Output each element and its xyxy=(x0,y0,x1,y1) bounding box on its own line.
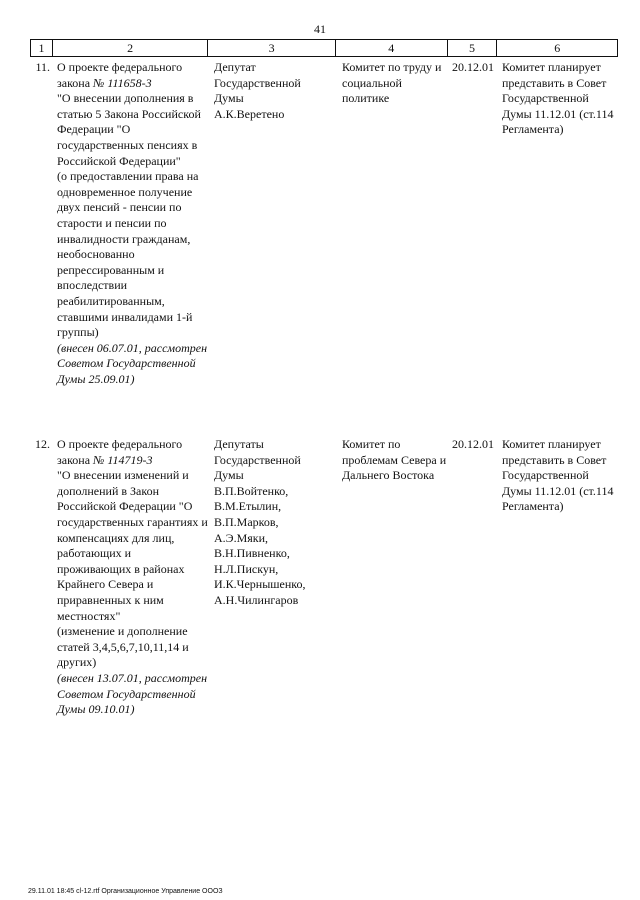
header-col-5: 5 xyxy=(448,40,498,56)
table-header xyxy=(30,39,618,57)
bill-description xyxy=(52,437,208,718)
document-footer: 29.11.01 18:45 cl-12.rtf Организационное Управление ОООЗ xyxy=(28,888,223,895)
bill-date: 20.12.01 xyxy=(452,60,494,74)
bill-plan: Комитет планирует представить в Совет Государственной Думы 11.12.01 (ст.114 Регламента) xyxy=(502,60,614,137)
bill-author: Депутаты Государственной Думы В.П.Войтенко, В.М.Етылин, В.П.Марков, А.Э.Мяки, В.Н.Пивненко, Н.Л.Пискун, И.К.Чернышенко, А.Н.Чилингаров xyxy=(214,437,306,607)
header-col-4: 4 xyxy=(336,40,448,56)
bills-table xyxy=(30,39,618,717)
page-number: 41 xyxy=(314,22,326,36)
row-number: 11. xyxy=(35,60,50,74)
bill-author: Депутат Государственной Думы А.К.Веретено xyxy=(214,60,301,121)
header-col-1: 1 xyxy=(31,40,53,56)
bill-description xyxy=(52,60,208,387)
bill-body: "О внесении изменений и дополнений в Закон Российской Федерации "О государственных гарантиях и компенсациях для лиц, работающих и проживающих в районах Крайнего Севера и приравненных к ним местностях" (изменение и дополнение статей 3,4,5,6,7,10,11,14 и других) xyxy=(57,468,208,670)
bill-title: О проекте федерального закона xyxy=(57,437,183,467)
bill-number: № 114719-3 xyxy=(93,452,153,467)
bill-date: 20.12.01 xyxy=(452,437,494,451)
bill-number: № 111658-3 xyxy=(93,75,152,90)
bill-body: "О внесении дополнения в статью 5 Закона Российской Федерации "О государственных пенсиях в Российской Федерации" (о предоставлении права на одновременное получение двух пенсий - пенсии по старости и пенсии по инвалидности гражданам, необоснованно репрессированным и впоследствии реабилитированным, ставшими инвалидами 1-й группы) xyxy=(57,91,201,340)
bill-plan: Комитет планирует представить в Совет Государственной Думы 11.12.01 (ст.114 Регламента) xyxy=(502,437,614,514)
bill-title: О проекте федерального закона xyxy=(57,60,183,90)
header-col-2: 2 xyxy=(53,40,208,56)
bill-introduced: (внесен 06.07.01, рассмотрен Советом Государственной Думы 25.09.01) xyxy=(57,340,208,386)
row-number: 12. xyxy=(35,437,50,451)
header-col-3: 3 xyxy=(208,40,336,56)
table-row xyxy=(30,60,618,387)
table-row xyxy=(30,437,618,718)
bill-committee: Комитет по труду и социальной политике xyxy=(342,60,442,106)
bill-introduced: (внесен 13.07.01, рассмотрен Советом Государственной Думы 09.10.01) xyxy=(57,670,208,717)
header-col-6: 6 xyxy=(554,41,561,55)
bill-committee: Комитет по проблемам Севера и Дальнего Востока xyxy=(342,437,447,483)
